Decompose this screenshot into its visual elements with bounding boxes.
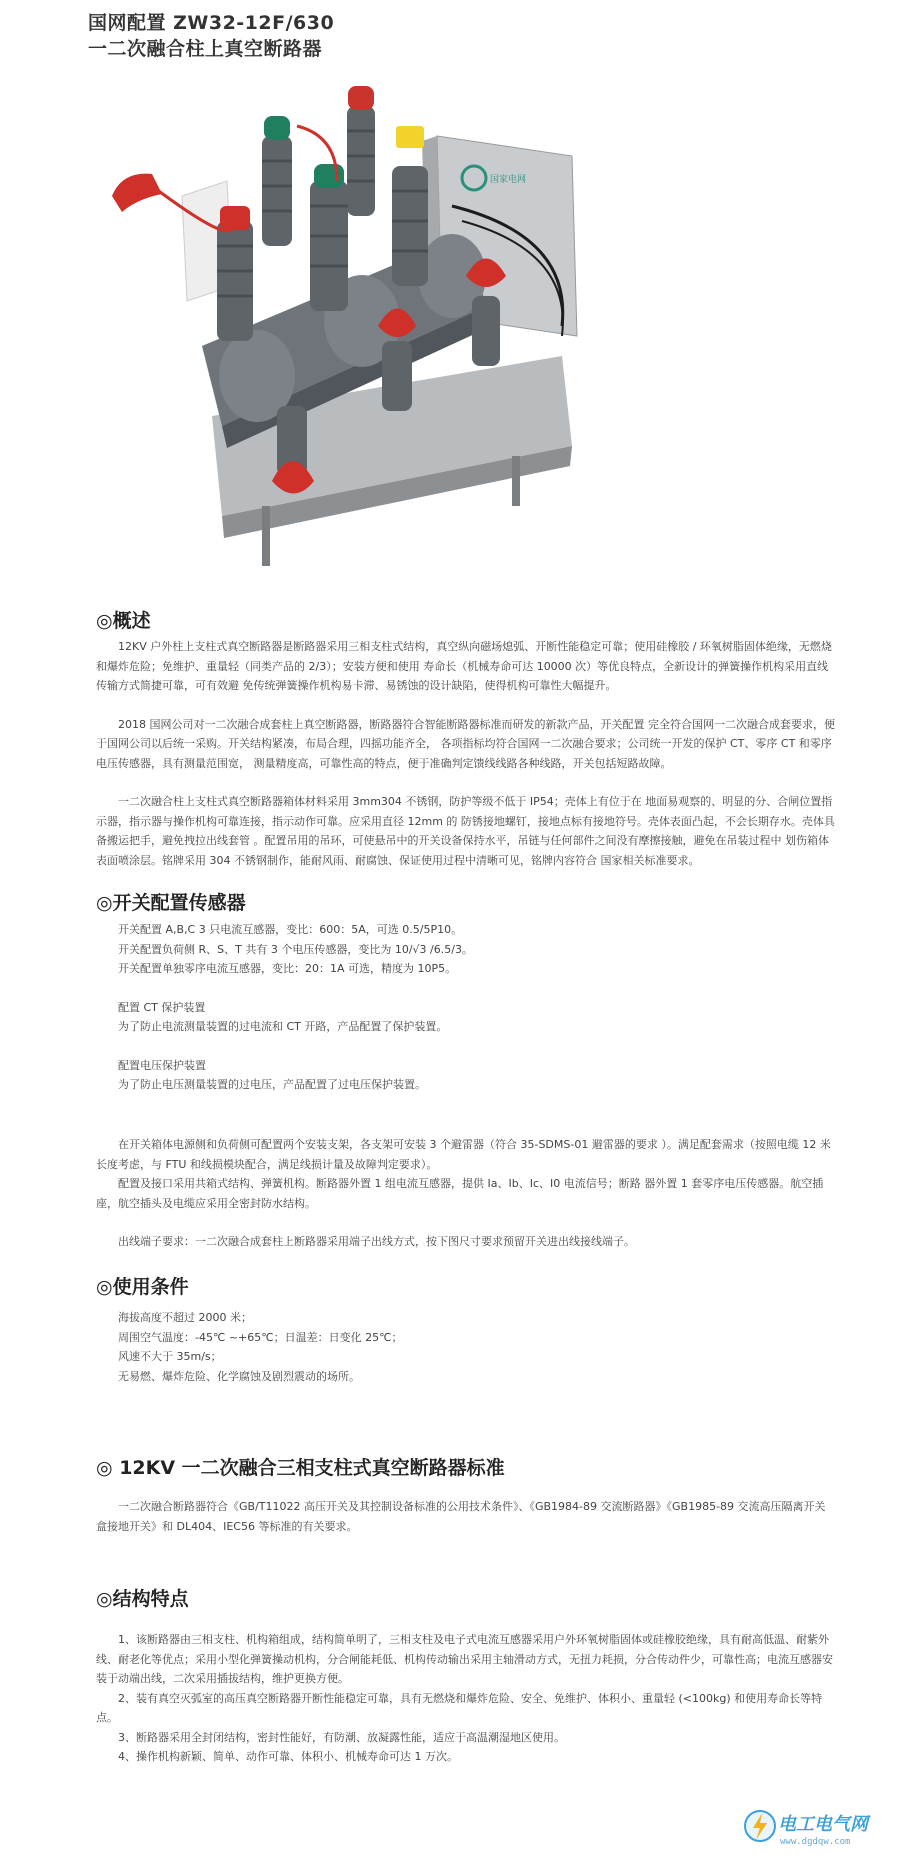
product-title-line2: 一二次融合柱上真空断路器 [88, 38, 323, 60]
section-title-sensors: ◎开关配置传感器 [96, 892, 246, 914]
arrester-paragraph: 在开关箱体电源侧和负荷侧可配置两个安装支架，各支架可安装 3 个避雷器（符合 35-SDMS-01 避雷器的要求 ）。满足配套需求（按照电缆 12 米长度考虑，与 FTU 和线损模块配合，满足线损计量及故障判定要求）。 [96, 1138, 831, 1171]
sensor-line: 开关配置负荷侧 R、S、T 共有 3 个电压传感器，变比为 10/√3 /6.5/3。 [118, 942, 473, 956]
condition-line: 无易燃、爆炸危险、化学腐蚀及剧烈震动的场所。 [118, 1369, 360, 1383]
structure-item: 3、断路器采用全封闭结构，密封性能好，有防潮、放凝露性能，适应于高温潮湿地区使用。 [118, 1730, 565, 1744]
sensors-list [118, 920, 838, 1095]
sensors-paragraphs [96, 1135, 836, 1252]
site-watermark [742, 1806, 892, 1850]
section-title-overview: ◎概述 [96, 610, 151, 632]
overview-paragraph-3: 一二次融合柱上支柱式真空断路器箱体材料采用 3mm304 不锈钢，防护等级不低于 IP54；壳体上有位于在 地面易观察的、明显的分、合闸位置指示器，指示器与操作机构可靠连接，指示动作可靠。应采用直径 12mm 的 防锈接地螺钉，接地点标有接地符号。壳体表面凸起，不会长期存水。壳体具备搬运把手，避免拽拉出线套管 。配置吊用的吊环，可使悬吊中的开关设备保持水平，吊链与任何部件之间没有摩擦接触，避免在吊装过程中 划伤箱体表面喷涂层。铭牌采用 304 不锈钢制作，能耐风雨、耐腐蚀、保证使用过程中清晰可见，铭牌内容符合 国家相关标准要求。 [96, 795, 835, 867]
overview-paragraph-2: 2018 国网公司对一二次融合成套柱上真空断路器，断路器符合智能断路器标准而研发的新款产品，开关配置 完全符合国网一二次融合成套要求，便于国网公司以后统一采购。开关结构紧凑，布局合理，四摇功能齐全， 各项指标均符合国网一二次融合要求；公司统一开发的保护 CT、零序 CT 和零序电压传感器，具有测量范围宽， 测量精度高，可靠性高的特点，便于准确判定馈线线路各种线路，开关包括短路故障。 [96, 717, 835, 770]
product-title-line1: 国网配置 ZW32-12F/630 [88, 12, 335, 34]
section-title-structure: ◎结构特点 [96, 1588, 189, 1610]
page-header [88, 10, 334, 62]
sensor-line: 配置 CT 保护装置 [118, 1000, 206, 1014]
conditions-list [118, 1308, 838, 1386]
green-terminal-cap [314, 164, 344, 188]
condition-line: 周围空气温度：-45℃ ~+65℃；日温差：日变化 25℃； [118, 1330, 403, 1344]
condition-line: 风速不大于 35m/s； [118, 1350, 222, 1363]
overview-text [96, 637, 836, 870]
condition-line: 海拔高度不超过 2000 米； [118, 1311, 252, 1324]
product-photo [92, 86, 682, 606]
standard-text [96, 1497, 836, 1536]
sensor-line: 为了防止电压测量装置的过电压，产品配置了过电压保护装置。 [118, 1078, 426, 1091]
structure-list [96, 1630, 836, 1767]
sensor-line: 开关配置 A,B,C 3 只电流互感器，变比：600：5A，可选 0.5/5P10。 [118, 923, 463, 936]
standard-paragraph: 一二次融合断路器符合《GB/T11022 高压开关及其控制设备标准的公用技术条件》、《GB1984-89 交流断路器》《GB1985-89 交流高压隔离开关盒接地开关》和 DL404、IEC56 等标准的有关要求。 [96, 1500, 826, 1533]
sensor-line: 为了防止电流测量装置的过电流和 CT 开路，产品配置了保护装置。 [118, 1020, 448, 1033]
red-boot-cap [112, 174, 162, 212]
structure-item: 4、操作机构新颖、简单、动作可靠、体积小、机械寿命可达 1 万次。 [118, 1750, 458, 1763]
section-title-conditions: ◎使用条件 [96, 1276, 189, 1298]
structure-item: 2、装有真空灭弧室的高压真空断路器开断性能稳定可靠，具有无燃烧和爆炸危险、安全、免维护、体积小、重量轻 (<100kg) 和使用寿命长等特点。 [96, 1691, 823, 1724]
overview-paragraph-1: 12KV 户外柱上支柱式真空断路器是断路器采用三相支柱式结构，真空纵向磁场熄弧、开断性能稳定可靠；使用硅橡胶 / 环氧树脂固体绝缘，无燃烧和爆炸危险；免维护、重量轻（同类产品的 2/3）；安装方便和使用 寿命长（机械寿命可达 10000 次）等优良特点，全新设计的弹簧操作机构采用直线传输方式简捷可靠，可有效避 免传统弹簧操作机构易卡滞、易锈蚀的设计缺陷，使得机构可靠性大幅提升。 [96, 640, 832, 692]
red-terminal-cap [220, 206, 250, 230]
yellow-terminal-cap [396, 126, 424, 148]
terminal-paragraph: 出线端子要求：一二次融合成套柱上断路器采用端子出线方式，按下图尺寸要求预留开关进出线接线端子。 [118, 1235, 635, 1248]
watermark-url: www.dgdqw.com [780, 1837, 851, 1847]
sensor-line: 配置电压保护装置 [118, 1058, 206, 1072]
structure-item: 1、该断路器由三相支柱、机构箱组成，结构简单明了，三相支柱及电子式电流互感器采用户外环氧树脂固体或硅橡胶绝缘，具有耐高低温、耐紫外线、耐老化等优点；采用小型化弹簧操动机构，分合闸能耗低、机构传动输出采用主轴滑动方式，无扭力耗损，分合传动件少，可靠性高；电流互感器安装于动端出线，二次采用插拔结构，维护更换方便。 [96, 1633, 833, 1685]
section-title-standard: ◎ 12KV 一二次融合三相支柱式真空断路器标准 [96, 1457, 505, 1479]
watermark-text: 电工电气网 [778, 1814, 868, 1835]
sensor-line: 开关配置单独零序电流互感器，变比：20：1A 可选，精度为 10P5。 [118, 962, 457, 975]
brand-plate-text: 国家电网 [490, 175, 527, 185]
interface-paragraph: 配置及接口采用共箱式结构、弹簧机构。断路器外置 1 组电流互感器，提供 Ia、Ib、Ic、I0 电流信号；断路 器外置 1 套零序电压传感器。航空插座，航空插头及电缆应采用全密封防水结构。 [96, 1177, 824, 1210]
